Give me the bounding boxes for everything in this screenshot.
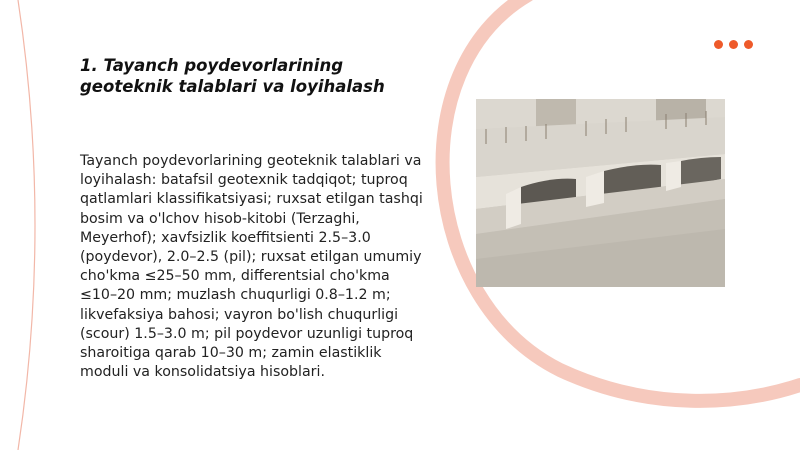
dot-icon [729, 40, 738, 49]
concrete-girders-photo [476, 99, 725, 287]
dot-icon [744, 40, 753, 49]
dots-menu-icon [714, 40, 753, 49]
left-arc [18, 0, 35, 450]
slide-title: 1. Tayanch poydevorlarining geoteknik talablari va loyihalash [80, 56, 385, 96]
slide-body-text: Tayanch poydevorlarining geoteknik talablari va loyihalash: batafsil geotexnik tadqiqot; tuproq qatlamlari klassifikatsiyasi; ruxsat etilgan tashqi bosim va o'lchov hisob-kitobi (Terzaghi, Meyerhof); xavfsizlik koeffitsienti 2.5–3.0 (poydevor), 2.0–2.5 (pil); ruxsat etilgan umumiy cho'kma ≤25–50 mm, differentsial cho'kma ≤10–20 mm; muzlash chuqurligi 0.8–1.2 m; likvefaksiya bahosi; vayron bo'lish chuqurligi (scour) 1.5–3.0 m; pil poydevor uzunligi tuproq sharoitiga qarab 10–30 m; zamin elastiklik moduli va konsolidatsiya hisoblari. [80, 153, 423, 381]
dot-icon [714, 40, 723, 49]
